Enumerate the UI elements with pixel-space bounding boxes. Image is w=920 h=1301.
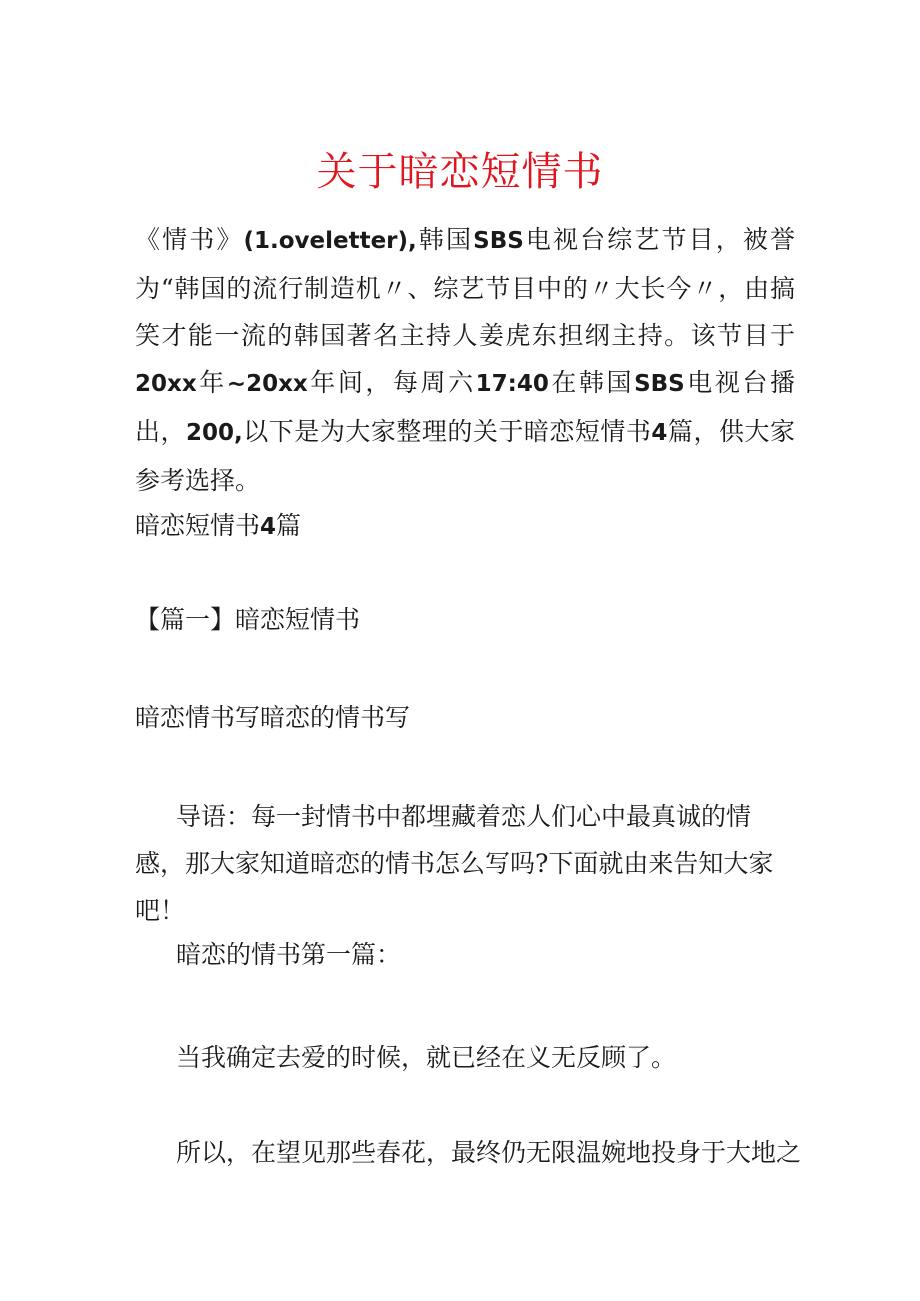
intro-bold-text: SBS xyxy=(634,371,685,397)
section-heading-number: 4 xyxy=(260,514,277,540)
intro-text: 《情书》 xyxy=(135,225,244,254)
intro-bold-text: 17:40 xyxy=(475,371,549,397)
intro-text: 篇，供大家参考选择。 xyxy=(135,417,795,495)
intro-bold-text: ~20xx xyxy=(226,371,308,397)
intro-bold-text: 200, xyxy=(186,420,243,446)
intro-text: 年 xyxy=(196,368,227,397)
intro-text: 韩国 xyxy=(416,225,474,254)
section-heading xyxy=(135,509,795,544)
subtitle-line: 暗恋情书写暗恋的情书写 xyxy=(135,703,411,732)
letter-title: 暗恋的情书第一篇： xyxy=(176,940,402,969)
intro-bold-text: 4 xyxy=(651,420,668,446)
document-title: 关于暗恋短情书 xyxy=(316,149,604,195)
letter-paragraph-1: 当我确定去爱的时候，就已经在义无反顾了。 xyxy=(176,1043,677,1072)
intro-bold-text: 20xx xyxy=(135,371,197,397)
intro-bold-text: SBS xyxy=(473,228,524,254)
intro-text: 电视台播出， xyxy=(135,368,795,446)
guide-paragraph: 导语：每一封情书中都埋藏着恋人们心中最真诚的情感，那大家知道暗恋的情书怎么写吗?下面就由来告知大家吧！ xyxy=(135,802,774,925)
chapter-one-heading: 【篇一】暗恋短情书 xyxy=(135,605,361,634)
intro-bold-text: (1.oveletter), xyxy=(243,228,417,254)
intro-paragraph xyxy=(135,216,795,504)
section-heading-text: 暗恋短情书 xyxy=(135,511,261,540)
intro-text: 电视台综艺节目，被誉为“韩国的流行制造机〃、综艺节目中的〃大长今〃，由搞笑才能一流的韩国著名主持人姜虎东担纲主持。该节目于 xyxy=(135,225,795,350)
intro-text: 在韩国 xyxy=(548,368,635,397)
intro-text: 年间，每周六 xyxy=(307,368,476,397)
letter-paragraph-2: 所以，在望见那些春花，最终仍无限温婉地投身于大地之 xyxy=(176,1138,802,1167)
intro-text: 以下是为大家整理的关于暗恋短情书 xyxy=(242,417,652,446)
section-heading-tail: 篇 xyxy=(276,511,302,540)
